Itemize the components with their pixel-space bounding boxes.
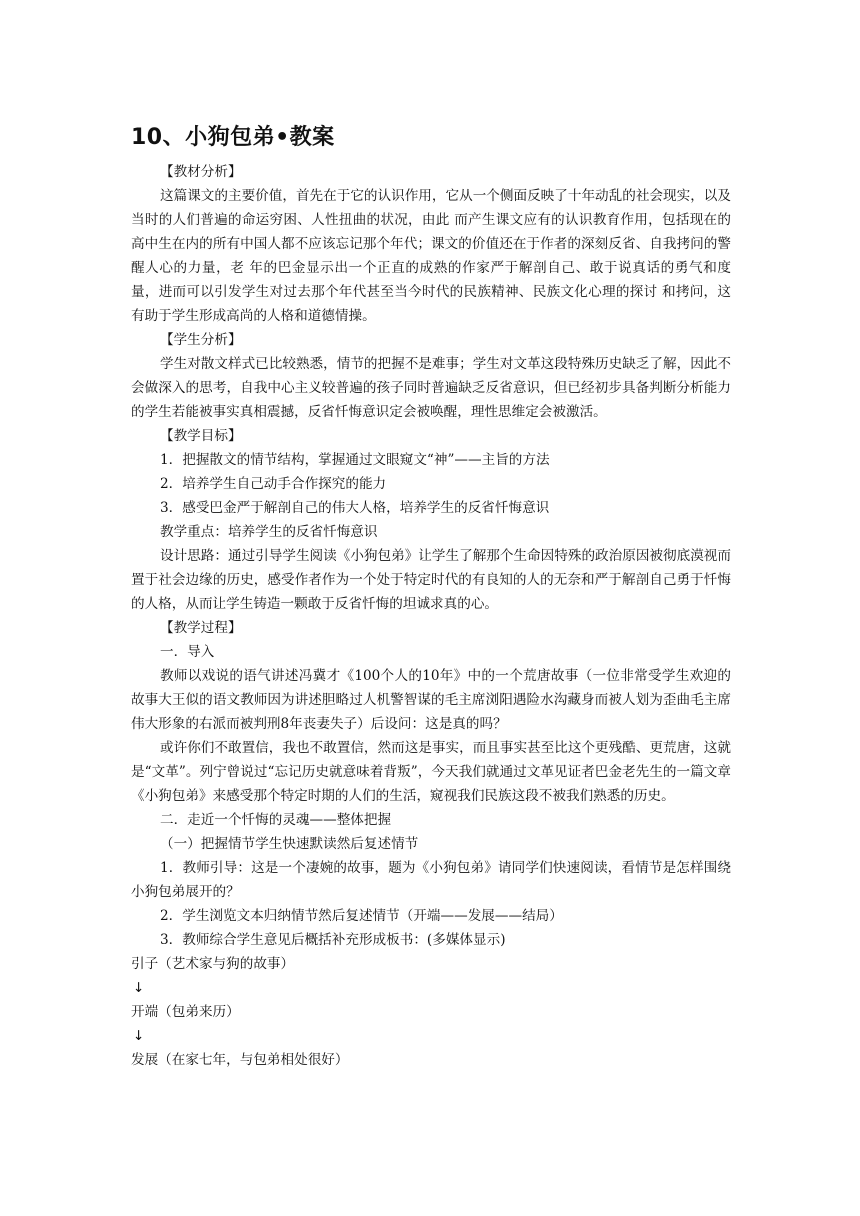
document-body xyxy=(131,160,731,1072)
goal-item-1: 1．把握散文的情节结构，掌握通过文眼窥文“神”——主旨的方法 xyxy=(160,452,550,468)
section-heading-mubiao: 【教学目标】 xyxy=(160,428,242,444)
goal-item-3: 3．感受巴金严于解剖自己的伟大人格，培养学生的反省忏悔意识 xyxy=(160,500,550,516)
step-1-heading: 一．导入 xyxy=(160,644,215,660)
step-2-subheading: （一）把握情节学生快速默读然后复述情节 xyxy=(160,836,419,852)
step-2-item-2: 2．学生浏览文本归纳情节然后复述情节（开端——发展——结局） xyxy=(160,908,563,924)
paragraph-jiaocai: 这篇课文的主要价值，首先在于它的认识作用，它从一个侧面反映了十年动乱的社会现实，以及当时的人们普遍的命运穷困、人性扭曲的状况，由此 而产生课文应有的认识教育作用，包括现在的高中生在内的所有中国人都不应该忘记那个年代；课文的价值还在于作者的深刻反省、自我拷问的警醒人心的力量，老 年的巴金显示出一个正直的成熟的作家严于解剖自己、敢于说真话的勇气和度量，进而可以引发学生对过去那个年代甚至当今时代的民族精神、民族文化心理的探讨 和拷问，这有助于学生形成高尚的人格和道德情操。 xyxy=(131,188,731,324)
section-heading-guocheng: 【教学过程】 xyxy=(160,620,242,636)
goal-item-2: 2．培养学生自己动手合作探究的能力 xyxy=(160,476,387,492)
down-arrow-icon: ↓ xyxy=(133,980,145,996)
flow-item-beginning: 开端（包弟来历） xyxy=(131,1004,240,1020)
down-arrow-icon: ↓ xyxy=(133,1028,145,1044)
step-2-item-1: 1．教师引导：这是一个凄婉的故事，题为《小狗包弟》请同学们快速阅读，看情节是怎样围绕小狗包弟展开的？ xyxy=(131,860,731,900)
section-heading-jiaocai: 【教材分析】 xyxy=(160,164,242,180)
teaching-focus: 教学重点：培养学生的反省忏悔意识 xyxy=(160,524,378,540)
page-title: 10、小狗包弟•教案 xyxy=(131,125,335,150)
step-1-paragraph-1: 教师以戏说的语气讲述冯冀才《100个人的10年》中的一个荒唐故事（一位非常受学生欢迎的故事大王似的语文教师因为讲述胆略过人机警智谋的毛主席浏阳遇险水沟藏身而被人划为歪曲毛主席伟大形象的右派而被判刑8年丧妻失子）后设问：这是真的吗？ xyxy=(131,668,731,732)
flow-item-intro: 引子（艺术家与狗的故事） xyxy=(131,956,295,972)
design-idea: 设计思路：通过引导学生阅读《小狗包弟》让学生了解那个生命因特殊的政治原因被彻底漠视而置于社会边缘的历史，感受作者作为一个处于特定时代的有良知的人的无奈和严于解剖自己勇于忏悔的人格，从而让学生铸造一颗敢于反省忏悔的坦诚求真的心。 xyxy=(131,548,731,612)
paragraph-xuesheng: 学生对散文样式已比较熟悉，情节的把握不是难事；学生对文革这段特殊历史缺乏了解，因此不会做深入的思考，自我中心主义较普遍的孩子同时普遍缺乏反省意识，但已经初步具备判断分析能力的学生若能被事实真相震撼，反省忏悔意识定会被唤醒，理性思维定会被激活。 xyxy=(131,356,731,420)
step-2-item-3: 3．教师综合学生意见后概括补充形成板书：(多媒体显示) xyxy=(160,932,506,948)
section-heading-xuesheng: 【学生分析】 xyxy=(160,332,242,348)
flow-item-development: 发展（在家七年，与包弟相处很好） xyxy=(131,1052,349,1068)
step-2-heading: 二．走近一个忏悔的灵魂——整体把握 xyxy=(160,812,392,828)
step-1-paragraph-2: 或许你们不敢置信，我也不敢置信，然而这是事实，而且事实甚至比这个更残酷、更荒唐，这就是“文革”。列宁曾说过“忘记历史就意味着背叛”，今天我们就通过文革见证者巴金老先生的一篇文章《小狗包弟》来感受那个特定时期的人们的生活，窥视我们民族这段不被我们熟悉的历史。 xyxy=(131,740,731,804)
